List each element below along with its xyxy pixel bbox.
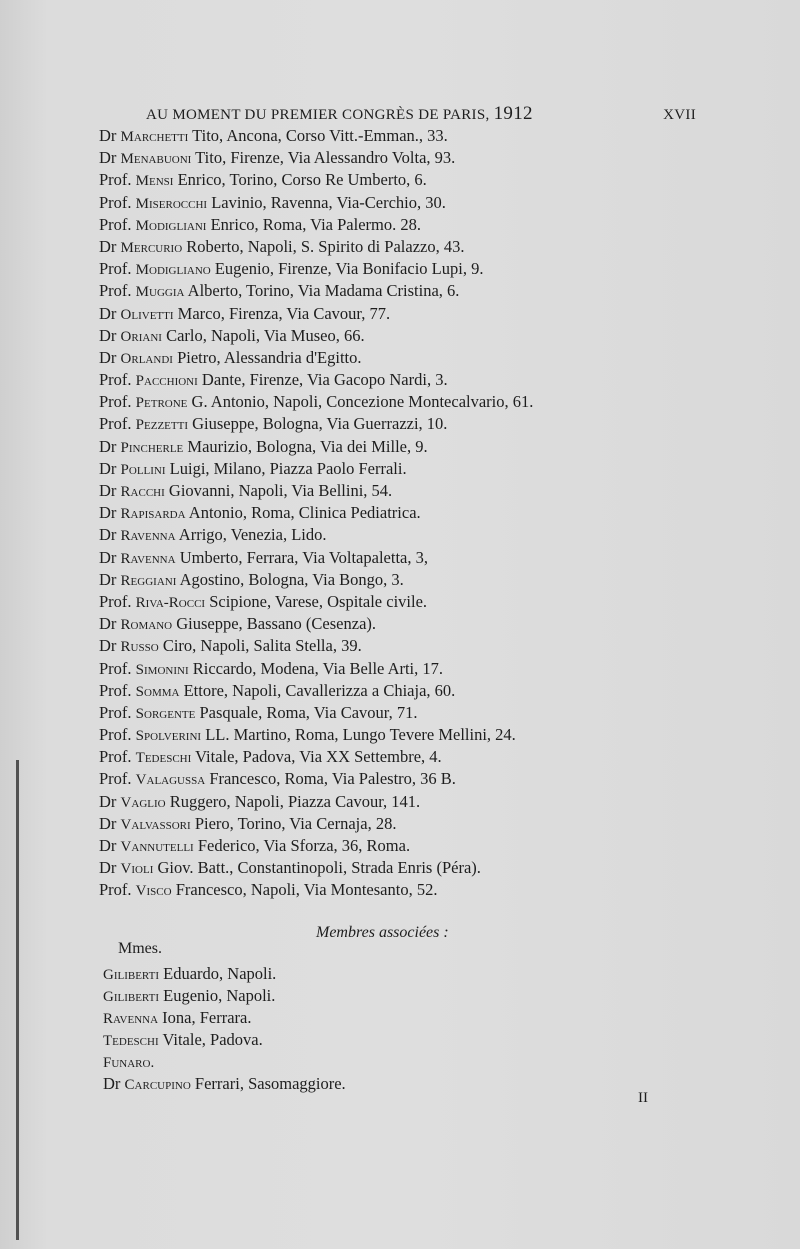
member-surname: Pincherle bbox=[120, 439, 184, 456]
member-details: Pietro, Alessandria d'Egitto. bbox=[177, 347, 362, 367]
member-details: Tito, Ancona, Corso Vitt.-Emman., 33. bbox=[192, 126, 448, 145]
list-item bbox=[99, 658, 679, 680]
member-surname: Rapisarda bbox=[120, 506, 186, 523]
member-surname: Funaro. bbox=[103, 1055, 155, 1071]
list-item bbox=[99, 702, 679, 724]
list-item bbox=[99, 125, 679, 147]
list-item bbox=[99, 591, 679, 613]
member-details: Enrico, Torino, Corso Re Umberto, 6. bbox=[177, 170, 427, 190]
member-details: Scipione, Varese, Ospitale civile. bbox=[209, 591, 428, 611]
member-details: Vitale, Padova, Via XX Settembre, 4. bbox=[195, 747, 442, 767]
member-title: Prof. bbox=[99, 214, 132, 234]
member-details: Giuseppe, Bassano (Cesenza). bbox=[176, 614, 377, 634]
list-item bbox=[99, 635, 679, 657]
member-title: Dr bbox=[99, 569, 117, 589]
member-surname: Carcupino bbox=[124, 1077, 191, 1093]
member-surname: Romano bbox=[120, 617, 173, 634]
member-details: Francesco, Roma, Via Palestro, 36 B. bbox=[209, 769, 456, 789]
member-surname: Somma bbox=[135, 683, 180, 700]
member-surname: Sorgente bbox=[135, 705, 196, 722]
member-title: Prof. bbox=[99, 725, 132, 745]
member-details: Dante, Firenze, Via Gacopo Nardi, 3. bbox=[201, 370, 448, 390]
member-surname: Mensi bbox=[135, 173, 174, 190]
list-item bbox=[99, 147, 679, 169]
member-surname: Visco bbox=[135, 883, 172, 900]
member-title: Dr bbox=[99, 303, 117, 323]
member-title: Prof. bbox=[99, 414, 132, 434]
list-item bbox=[99, 502, 679, 524]
member-title: Dr bbox=[99, 614, 117, 634]
running-header bbox=[146, 103, 696, 125]
member-surname: Orlandi bbox=[120, 350, 173, 367]
member-title: Dr bbox=[99, 858, 117, 878]
member-details: G. Antonio, Napoli, Concezione Montecalvario, 61. bbox=[191, 392, 534, 412]
header-year: 1912 bbox=[493, 103, 533, 124]
member-details: Giov. Batt., Constantinopoli, Strada Enris (Péra). bbox=[157, 858, 481, 878]
member-title: Prof. bbox=[99, 192, 132, 212]
salutation: Mmes. bbox=[118, 940, 162, 957]
member-title: Dr bbox=[99, 325, 117, 345]
member-title: Prof. bbox=[99, 170, 132, 190]
list-item bbox=[99, 724, 679, 746]
list-item bbox=[99, 436, 679, 458]
member-details: Pasquale, Roma, Via Cavour, 71. bbox=[199, 702, 418, 722]
list-item bbox=[103, 1007, 503, 1029]
member-surname: Miserocchi bbox=[135, 195, 208, 212]
member-title: Dr bbox=[99, 503, 117, 523]
member-details: Luigi, Milano, Piazza Paolo Ferrali. bbox=[169, 458, 407, 478]
member-surname: Violi bbox=[120, 861, 154, 878]
member-surname: Tedeschi bbox=[103, 1033, 159, 1049]
list-item bbox=[99, 813, 679, 835]
member-surname: Reggiani bbox=[120, 572, 177, 589]
member-title: Prof. bbox=[99, 769, 132, 789]
member-title: Dr bbox=[99, 126, 117, 145]
binding-edge bbox=[16, 760, 19, 1240]
member-details: Iona, Ferrara. bbox=[162, 1008, 252, 1027]
member-surname: Muggia bbox=[135, 284, 185, 301]
member-title: Prof. bbox=[99, 392, 132, 412]
member-surname: Mercurio bbox=[120, 239, 183, 256]
member-surname: Giliberti bbox=[103, 989, 159, 1005]
member-surname: Valvassori bbox=[120, 816, 191, 833]
member-surname: Modigliani bbox=[135, 217, 207, 234]
member-details: Arrigo, Venezia, Lido. bbox=[178, 525, 327, 545]
member-title: Prof. bbox=[99, 747, 132, 767]
member-details: Giovanni, Napoli, Via Bellini, 54. bbox=[168, 481, 393, 500]
member-surname: Pezzetti bbox=[135, 417, 188, 434]
member-surname: Russo bbox=[120, 639, 159, 656]
list-item bbox=[103, 1029, 503, 1051]
list-item bbox=[99, 524, 679, 546]
member-details: Alberto, Torino, Via Madama Cristina, 6. bbox=[187, 281, 460, 301]
list-item bbox=[99, 236, 679, 258]
member-surname: Pollini bbox=[120, 461, 166, 478]
member-title: Dr bbox=[99, 836, 117, 855]
member-title: Dr bbox=[99, 791, 117, 811]
member-details: Federico, Via Sforza, 36, Roma. bbox=[197, 836, 411, 855]
list-item bbox=[99, 369, 679, 391]
list-item bbox=[99, 347, 679, 369]
list-item bbox=[99, 325, 679, 347]
list-item bbox=[99, 391, 679, 413]
section-title: Membres associées : bbox=[316, 924, 449, 941]
member-details: Giuseppe, Bologna, Via Guerrazzi, 10. bbox=[192, 414, 448, 434]
member-details: Lavinio, Ravenna, Via-Cerchio, 30. bbox=[211, 192, 446, 212]
member-details: Ciro, Napoli, Salita Stella, 39. bbox=[162, 636, 362, 656]
list-item bbox=[99, 413, 679, 435]
member-title: Prof. bbox=[99, 259, 132, 279]
member-details: Ettore, Napoli, Cavallerizza a Chiaja, 60. bbox=[183, 680, 456, 700]
member-title: Dr bbox=[99, 347, 117, 367]
member-details: Enrico, Roma, Via Palermo. 28. bbox=[210, 214, 421, 234]
member-surname: Simonini bbox=[135, 661, 189, 678]
member-surname: Spolverini bbox=[135, 728, 202, 745]
member-details: Eduardo, Napoli. bbox=[163, 964, 277, 983]
member-details: Eugenio, Firenze, Via Bonifacio Lupi, 9. bbox=[214, 259, 484, 279]
list-item bbox=[99, 857, 679, 879]
member-details: Agostino, Bologna, Via Bongo, 3. bbox=[179, 569, 404, 589]
member-surname: Marchetti bbox=[120, 129, 189, 145]
member-title: Dr bbox=[99, 436, 117, 456]
member-title: Prof. bbox=[99, 591, 132, 611]
list-item bbox=[99, 569, 679, 591]
member-title: Dr bbox=[99, 148, 117, 168]
member-details: Eugenio, Napoli. bbox=[163, 986, 276, 1005]
member-title: Prof. bbox=[99, 370, 132, 390]
member-surname: Vaglio bbox=[120, 794, 166, 811]
member-surname: Olivetti bbox=[120, 306, 174, 323]
member-details: Roberto, Napoli, S. Spirito di Palazzo, 43. bbox=[186, 236, 465, 256]
list-item bbox=[99, 547, 679, 569]
member-title: Dr bbox=[99, 525, 117, 545]
list-item bbox=[103, 1073, 503, 1095]
member-title: Prof. bbox=[99, 702, 132, 722]
list-item bbox=[99, 613, 679, 635]
member-title: Dr bbox=[99, 236, 117, 256]
list-item bbox=[103, 963, 503, 985]
list-item bbox=[99, 169, 679, 191]
member-details: Umberto, Ferrara, Via Voltapaletta, 3, bbox=[179, 547, 428, 567]
member-title: Prof. bbox=[99, 680, 132, 700]
member-surname: Valagussa bbox=[135, 772, 206, 789]
list-item bbox=[99, 835, 679, 857]
member-details: Antonio, Roma, Clinica Pediatrica. bbox=[188, 503, 421, 523]
signature-mark: II bbox=[638, 1090, 648, 1106]
member-details: Ruggero, Napoli, Piazza Cavour, 141. bbox=[169, 791, 421, 811]
list-item bbox=[99, 258, 679, 280]
member-details: Tito, Firenze, Via Alessandro Volta, 93. bbox=[195, 148, 456, 168]
member-title: Dr bbox=[99, 547, 117, 567]
member-details: Francesco, Napoli, Via Montesanto, 52. bbox=[175, 880, 438, 900]
list-item bbox=[99, 214, 679, 236]
list-item bbox=[99, 192, 679, 214]
member-details: Carlo, Napoli, Via Museo, 66. bbox=[166, 325, 365, 345]
list-item bbox=[99, 680, 679, 702]
list-item bbox=[99, 303, 679, 325]
member-details: Vitale, Padova. bbox=[162, 1030, 263, 1049]
member-surname: Pacchioni bbox=[135, 373, 198, 390]
member-title: Dr bbox=[99, 813, 117, 833]
member-title: Prof. bbox=[99, 281, 132, 301]
member-details: Ferrari, Sasomaggiore. bbox=[194, 1074, 346, 1093]
list-item bbox=[99, 791, 679, 813]
header-page-number: XVII bbox=[663, 107, 696, 123]
list-item bbox=[99, 746, 679, 768]
associates-list bbox=[103, 963, 503, 1095]
list-item bbox=[103, 985, 503, 1007]
list-item bbox=[99, 768, 679, 790]
list-item bbox=[99, 458, 679, 480]
list-item bbox=[99, 480, 679, 502]
member-surname: Petrone bbox=[135, 395, 188, 412]
member-title: Dr bbox=[99, 458, 117, 478]
list-item bbox=[99, 879, 679, 901]
member-surname: Riva-Rocci bbox=[135, 594, 206, 611]
member-surname: Menabuoni bbox=[120, 151, 192, 168]
member-surname: Modigliano bbox=[135, 262, 211, 279]
member-surname: Ravenna bbox=[120, 550, 176, 567]
member-title: Dr bbox=[103, 1074, 121, 1093]
member-details: Marco, Firenza, Via Cavour, 77. bbox=[177, 303, 391, 323]
member-title: Prof. bbox=[99, 880, 132, 900]
member-surname: Vannutelli bbox=[120, 839, 194, 855]
member-surname: Tedeschi bbox=[135, 750, 192, 767]
member-surname: Racchi bbox=[120, 484, 165, 500]
member-details: LL. Martino, Roma, Lungo Tevere Mellini, 24. bbox=[205, 725, 516, 745]
member-surname: Giliberti bbox=[103, 967, 159, 983]
member-title: Dr bbox=[99, 481, 117, 500]
list-item bbox=[99, 280, 679, 302]
member-title: Prof. bbox=[99, 658, 132, 678]
member-details: Maurizio, Bologna, Via dei Mille, 9. bbox=[187, 436, 428, 456]
member-surname: Ravenna bbox=[120, 528, 176, 545]
member-details: Riccardo, Modena, Via Belle Arti, 17. bbox=[192, 658, 444, 678]
member-title: Dr bbox=[99, 636, 117, 656]
member-surname: Ravenna bbox=[103, 1011, 159, 1027]
member-details: Piero, Torino, Via Cernaja, 28. bbox=[194, 813, 397, 833]
members-list bbox=[99, 125, 679, 902]
header-title: AU MOMENT DU PREMIER CONGRÈS DE PARIS, 1912 bbox=[146, 103, 533, 124]
list-item bbox=[103, 1051, 503, 1073]
member-surname: Oriani bbox=[120, 328, 162, 345]
